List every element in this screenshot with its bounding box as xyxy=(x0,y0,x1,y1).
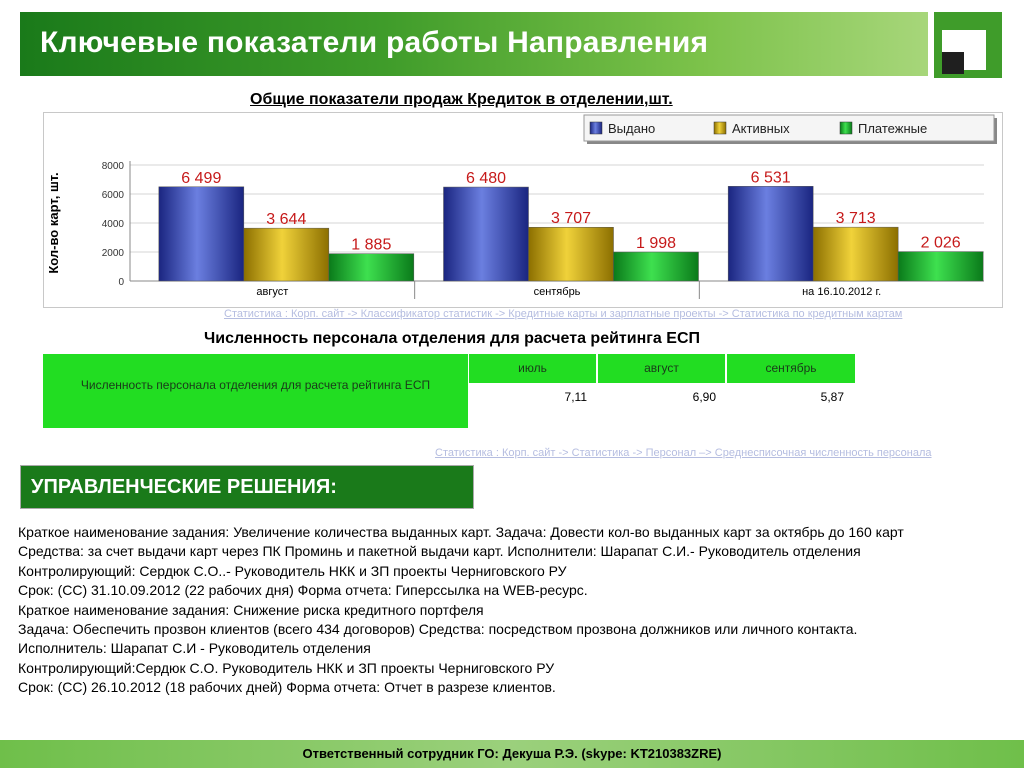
decisions-title: УПРАВЛЕНЧЕСКИЕ РЕШЕНИЯ: xyxy=(31,476,337,498)
decision-line: Задача: Обеспечить прозвон клиентов (всего 434 договоров) Средства: посредством прозвона должников или личного контакта. xyxy=(18,621,858,638)
legend-label: Платежные xyxy=(858,121,928,136)
staff-value: 5,87 xyxy=(820,390,844,404)
bar-Активных xyxy=(244,228,329,281)
bar-value-label: 3 713 xyxy=(835,210,876,228)
y-axis-label: Кол-во карт, шт. xyxy=(46,172,61,274)
x-category-label: сентябрь xyxy=(533,286,581,298)
y-tick-label: 2000 xyxy=(101,248,124,259)
bar-value-label: 3 707 xyxy=(550,210,592,228)
bar-value-label: 6 480 xyxy=(465,170,507,188)
y-tick-label: 4000 xyxy=(101,219,124,230)
legend-swatch xyxy=(714,122,726,134)
staff-value: 7,11 xyxy=(564,390,587,404)
sales-bar-chart xyxy=(44,113,1002,307)
x-category-label: август xyxy=(256,286,289,298)
bar-Выдано xyxy=(159,187,244,281)
bar-Выдано xyxy=(444,187,529,281)
footer-bar xyxy=(0,740,1024,768)
chart-title: Общие показатели продаж Кредиток в отделении,шт. xyxy=(250,91,673,108)
bar-Выдано xyxy=(728,186,813,281)
staff-table xyxy=(43,354,855,428)
legend-label: Активных xyxy=(732,121,790,136)
bar-value-label: 2 026 xyxy=(920,234,961,252)
staff-row-label-cell xyxy=(43,354,468,428)
y-tick-label: 0 xyxy=(118,277,124,288)
y-tick-label: 8000 xyxy=(101,161,124,172)
bar-Платежные xyxy=(329,254,414,281)
decision-line: Срок: (СС) 31.10.09.2012 (22 рабочих дня) Форма отчета: Гиперссылка на WEB-ресурс. xyxy=(18,582,588,599)
legend-swatch xyxy=(840,122,852,134)
decisions-header xyxy=(20,465,474,509)
decision-line: Срок: (СС) 26.10.2012 (18 рабочих дней) Форма отчета: Отчет в разрезе клиентов. xyxy=(18,679,556,696)
footer-text: Ответственный сотрудник ГО: Декуша Р.Э. (skype: KT210383ZRE) xyxy=(302,746,722,761)
decision-line: Краткое наименование задания: Снижение риска кредитного портфеля xyxy=(18,601,484,618)
chart-frame xyxy=(43,112,1003,308)
decisions-text xyxy=(18,523,1018,698)
staff-col-header: сентябрь xyxy=(727,354,855,383)
staff-value: 6,90 xyxy=(692,390,716,404)
bar-value-label: 1 885 xyxy=(351,236,392,254)
page-title: Ключевые показатели работы Направления xyxy=(40,26,709,59)
bar-value-label: 3 644 xyxy=(266,211,307,229)
decision-line: Краткое наименование задания: Увеличение количества выданных карт. Задача: Довести кол-во выданных карт за октябрь до 160 карт xyxy=(18,524,904,540)
x-category-label: на 16.10.2012 г. xyxy=(802,286,882,298)
staff-col-header: июль xyxy=(469,354,596,383)
chart-source-link[interactable]: Статистика : Корп. сайт -> Классификатор статистик -> Кредитные карты и зарплатные проекты -> Статистика по кредитным картам xyxy=(224,308,903,320)
staff-section-title: Численность персонала отделения для расчета рейтинга ЕСП xyxy=(204,330,700,347)
staff-row-label: Численность персонала отделения для расчета рейтинга ЕСП xyxy=(80,378,431,392)
bar-value-label: 6 531 xyxy=(750,169,791,187)
bank-logo xyxy=(934,12,1002,78)
bar-Платежные xyxy=(898,252,983,281)
legend-swatch xyxy=(590,122,602,134)
bar-Активных xyxy=(813,227,898,281)
staff-source-link[interactable]: Статистика : Корп. сайт -> Статистика -> Персонал –> Среднесписочная численность персонала xyxy=(435,447,932,459)
bar-Активных xyxy=(529,227,614,281)
legend-label: Выдано xyxy=(608,121,656,136)
bar-Платежные xyxy=(614,252,699,281)
bar-value-label: 6 499 xyxy=(181,169,222,187)
bar-value-label: 1 998 xyxy=(635,235,677,253)
decision-line: Исполнитель: Шарапат С.И - Руководитель отделения xyxy=(18,640,371,657)
staff-col-header: август xyxy=(598,354,725,383)
decision-line: Средства: за счет выдачи карт через ПК Проминь и пакетной выдачи карт. Исполнители: Шарапат С.И.- Руководитель отделения xyxy=(18,543,861,560)
y-tick-label: 6000 xyxy=(101,190,124,201)
decision-line: Контролирующий: Сердюк С.О..- Руководитель НКК и ЗП проекты Черниговского РУ xyxy=(18,562,567,579)
decision-line: Контролирующий:Сердюк С.О. Руководитель НКК и ЗП проекты Черниговского РУ xyxy=(18,659,555,676)
